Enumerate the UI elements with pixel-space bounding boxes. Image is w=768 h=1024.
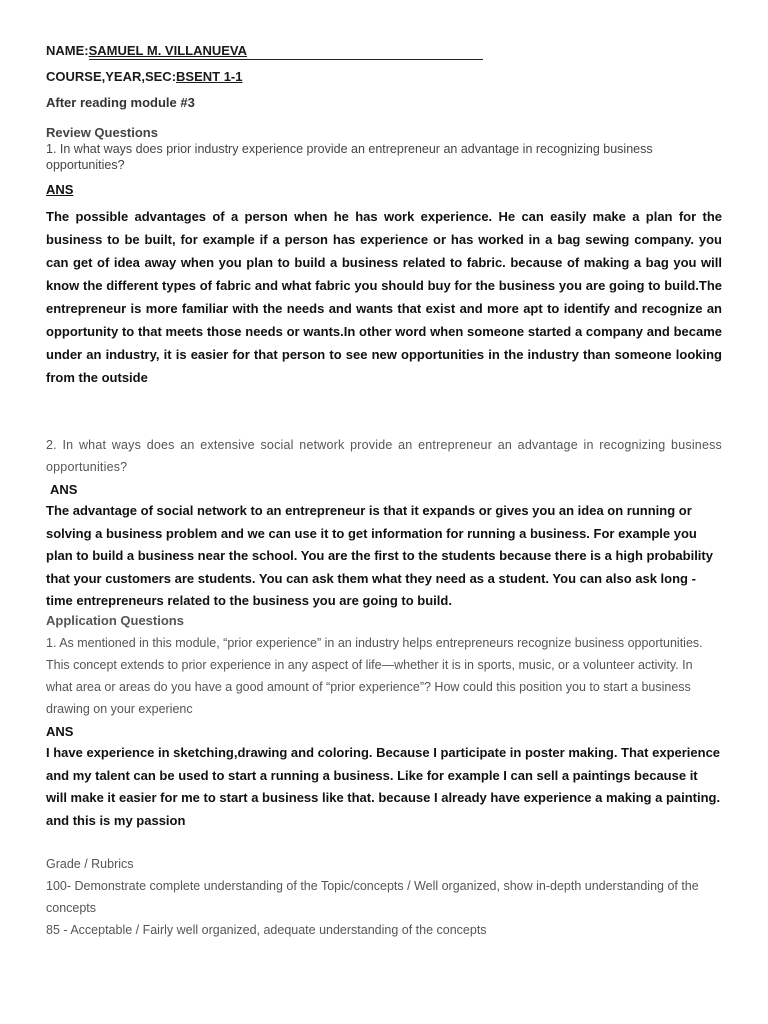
name-row xyxy=(46,43,722,60)
answer-2-label: ANS xyxy=(50,482,78,497)
answer-1-label: ANS xyxy=(46,182,74,197)
review-question-2: 2. In what ways does an extensive social network provide an entrepreneur an advantage in recognizing business opportunities? xyxy=(46,438,722,474)
after-reading-note: After reading module #3 xyxy=(46,95,195,110)
application-questions-heading: Application Questions xyxy=(46,613,184,628)
course-row xyxy=(46,69,722,85)
name-label: NAME: xyxy=(46,43,89,58)
answer-2-text: The advantage of social network to an entrepreneur is that it expands or gives you an idea on running or solving a business problem and we can use it to get information for running a business. For example you plan to build a business near the school. You are the first to the students because there is a high probability that your customers are students. You can ask them what they need as a student. You can also ask long -time entrepreneurs related to the business you are going to build. xyxy=(46,503,713,608)
rubric-85: 85 - Acceptable / Fairly well organized, adequate understanding of the concepts xyxy=(46,923,487,937)
application-question-1: 1. As mentioned in this module, “prior experience” in an industry helps entrepreneurs recognize business opportunities. This concept extends to prior experience in any aspect of life—whether it is in sports, music, or a volunteer activity. In what area or areas do you have a good amount of “prior experience”? How could this position you to start a business drawing on your experienc xyxy=(46,636,703,716)
course-value: BSENT 1-1 xyxy=(176,69,243,84)
course-label: COURSE,YEAR,SEC: xyxy=(46,69,177,84)
grade-rubrics-heading: Grade / Rubrics xyxy=(46,857,134,871)
review-question-1: 1. In what ways does prior industry experience provide an entrepreneur an advantage in recognizing business opportunities? xyxy=(46,142,653,172)
answer-1-text: The possible advantages of a person when he has work experience. He can easily make a plan for the business to be built, for example if a person has experience or has worked in a bag sewing company. you can get of idea away when you plan to build a business related to fabric. because of making a bag you will know the different types of fabric and what fabric you should buy for the business you are going to build.The entrepreneur is more familiar with the needs and wants that exist and more apt to identify and recognize an opportunity to that meets those needs or wants.In other word when someone started a company and became under an industry, it is easier for that person to see new opportunities in the industry than someone looking from the outside xyxy=(46,209,722,385)
name-value: SAMUEL M. VILLANUEVA xyxy=(88,43,248,58)
application-answer-label: ANS xyxy=(46,724,74,739)
rubric-100: 100- Demonstrate complete understanding of the Topic/concepts / Well organized, show in-depth understanding of the concepts xyxy=(46,879,699,915)
review-questions-heading: Review Questions xyxy=(46,125,158,140)
application-answer-text: I have experience in sketching,drawing and coloring. Because I participate in poster making. That experience and my talent can be used to start a running a business. Like for example I can sell a paintings because it will make it easier for me to start a business like that. because I already have experience a making a painting. and this is my passion xyxy=(46,745,721,828)
